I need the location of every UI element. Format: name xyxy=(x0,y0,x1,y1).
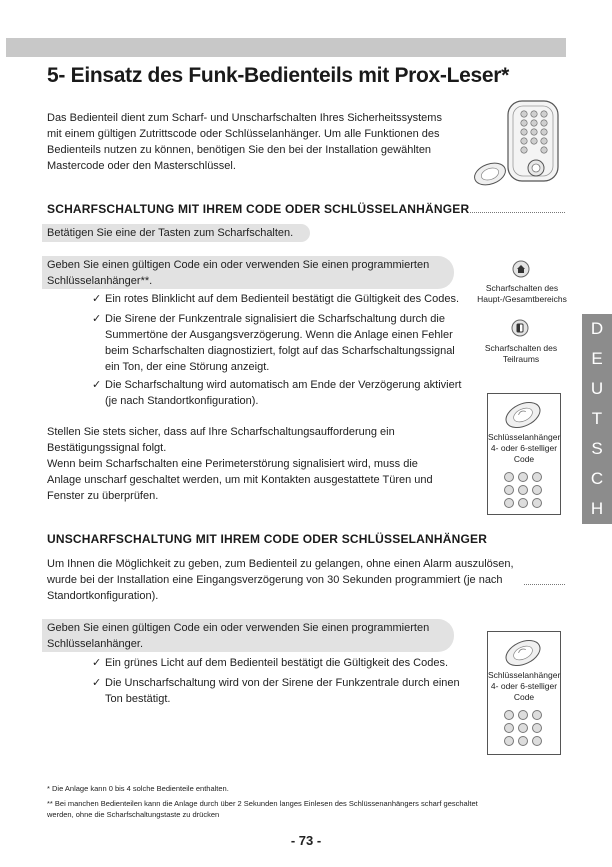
step-line: Geben Sie einen gültigen Code ein oder verwenden Sie einen programmierten xyxy=(47,622,430,634)
side-label-partial-arm xyxy=(476,343,566,365)
bullet-line: Die Unscharfschaltung wird von der Sirene der Funkzentrale durch einen xyxy=(105,677,460,689)
box-label xyxy=(488,432,560,465)
intro-line: Um Ihnen die Möglichkeit zu geben, zum Bedienteil zu gelangen, ohne einen Alarm auszulösen, xyxy=(47,558,514,570)
step-line: Schlüsselanhänger**. xyxy=(47,275,153,287)
step-press-key: Betätigen Sie eine der Tasten zum Scharfschalten. xyxy=(47,227,294,239)
step-line: Geben Sie einen gültigen Code ein oder verwenden Sie einen programmierten xyxy=(47,259,430,271)
tab-letter: S xyxy=(591,439,603,458)
box-label-line: Schlüsselanhänger xyxy=(488,670,561,680)
tab-letter: U xyxy=(590,379,604,398)
keyfob-code-box xyxy=(487,393,561,515)
language-tab xyxy=(582,314,612,524)
intro-paragraph xyxy=(47,110,467,174)
note-line: Stellen Sie stets sicher, dass auf Ihre Scharfschaltungsaufforderung ein xyxy=(47,426,395,438)
box-label-line: 4- oder 6-stelliger xyxy=(490,681,558,691)
side-label-line: Scharfschalten des xyxy=(485,283,559,293)
footnote: werden, ohne die Scharfschaltungstaste zu drücken xyxy=(47,810,220,819)
bullet-line: ein Ton, der eine Störung anzeigt. xyxy=(105,361,270,373)
intro-line: mit einem gültigen Zutrittscode oder Schlüsselanhänger. Um alle Funktionen des xyxy=(47,128,440,140)
side-label-line: Haupt-/Gesamtbereichs xyxy=(477,294,567,304)
tab-letter: H xyxy=(590,499,604,518)
check-icon: ✓ xyxy=(92,379,102,391)
header-bar xyxy=(6,38,566,57)
note-line: Anlage unscharf geschaltet werden, um mit Kontakten ausgestattete Türen und xyxy=(47,474,433,486)
keyfob-icon xyxy=(500,636,546,670)
step-enter-code xyxy=(47,257,429,289)
box-label-line: 4- oder 6-stelliger xyxy=(490,443,558,453)
tab-letter: D xyxy=(590,319,604,338)
mini-keypad-icon xyxy=(502,472,548,511)
heading-dotted-leader xyxy=(468,212,565,213)
page-number: - 73 - xyxy=(290,833,322,848)
note-line: Fenster zu überprüfen. xyxy=(47,490,159,502)
footnote: * Die Anlage kann 0 bis 4 solche Bedienteile enthalten. xyxy=(47,784,229,793)
box-label-line: Code xyxy=(513,454,535,464)
partial-arm-icon xyxy=(511,319,529,337)
keypad-illustration xyxy=(468,96,570,192)
side-label-full-arm xyxy=(474,283,570,305)
section-heading-arming: SCHARFSCHALTUNG MIT IHREM CODE ODER SCHLÜSSELANHÄNGER xyxy=(47,202,470,216)
bullet-siren xyxy=(92,311,475,375)
footnote: ** Bei manchen Bedienteilen kann die Anlage durch über 2 Sekunden langes Einlesen des Schlüssenanhängers scharf geschaltet xyxy=(47,799,478,808)
intro-line: Bedienteils nutzen zu können, benötigen Sie den bei der Installation gewählten xyxy=(47,144,432,156)
tab-letter: T xyxy=(591,409,603,428)
step-enter-code-disarm xyxy=(47,620,429,652)
side-label-line: Scharfschalten des xyxy=(484,343,558,353)
page-title: 5- Einsatz des Funk-Bedienteils mit Prox-Leser* xyxy=(47,64,510,87)
footnotes xyxy=(47,783,567,820)
bullet-auto-arm xyxy=(92,377,480,409)
bullet-line: Die Sirene der Funkzentrale signalisiert die Scharfschaltung durch die xyxy=(105,313,445,325)
step-line: Schlüsselanhänger. xyxy=(47,638,144,650)
bullet-line: Summertöne der Ausgangsverzögerung. Wenn die Anlage einen Fehler xyxy=(105,329,453,341)
bullet-line: Ton bestätigt. xyxy=(105,693,171,705)
side-label-line: Teilraums xyxy=(502,354,540,364)
intro-line: Das Bedienteil dient zum Scharf- und Unscharfschalten Ihres Sicherheitssystems xyxy=(47,112,442,124)
note-line: Wenn beim Scharfschalten eine Perimeterstörung signalisiert wird, muss die xyxy=(47,458,418,470)
note-line: Bestätigungssignal folgt. xyxy=(47,442,167,454)
box-label-line: Schlüsselanhänger xyxy=(488,432,561,442)
tab-letter: E xyxy=(591,349,603,368)
tab-letter: C xyxy=(590,469,604,488)
box-label xyxy=(488,670,560,703)
mini-keypad-icon xyxy=(502,710,548,749)
intro-line: Standortkonfiguration). xyxy=(47,590,159,602)
bullet-line: Ein rotes Blinklicht auf dem Bedienteil bestätigt die Gültigkeit des Codes. xyxy=(105,293,460,305)
check-icon: ✓ xyxy=(92,313,102,325)
disarm-intro xyxy=(47,556,567,604)
bullet-green-light xyxy=(92,655,475,671)
bullet-line: (je nach Standortkonfiguration). xyxy=(105,395,259,407)
intro-line: wurde bei der Installation eine Eingangsverzögerung von 30 Sekunden programmiert (je nach xyxy=(47,574,503,586)
bullet-line: beim Scharfschalten diagnostiziert, folgt auf das Scharfschaltungssignal xyxy=(105,345,455,357)
bullet-line: Ein grünes Licht auf dem Bedienteil bestätigt die Gültigkeit des Codes. xyxy=(105,657,449,669)
bullet-disarm-siren xyxy=(92,675,480,707)
check-icon: ✓ xyxy=(92,677,102,689)
box-label-line: Code xyxy=(513,692,535,702)
intro-line: Mastercode oder den Masterschlüssel. xyxy=(47,160,236,172)
dotted-leader xyxy=(524,584,565,585)
bullet-red-light xyxy=(92,291,475,307)
section-heading-disarming: UNSCHARFSCHALTUNG MIT IHREM CODE ODER SCHLÜSSELANHÄNGER xyxy=(47,532,488,546)
house-arm-icon xyxy=(512,260,530,278)
bullet-line: Die Scharfschaltung wird automatisch am Ende der Verzögerung aktiviert xyxy=(105,379,462,391)
keyfob-code-box xyxy=(487,631,561,755)
arming-note xyxy=(47,424,467,504)
keyfob-icon xyxy=(500,398,546,432)
check-icon: ✓ xyxy=(92,657,102,669)
check-icon: ✓ xyxy=(92,293,102,305)
